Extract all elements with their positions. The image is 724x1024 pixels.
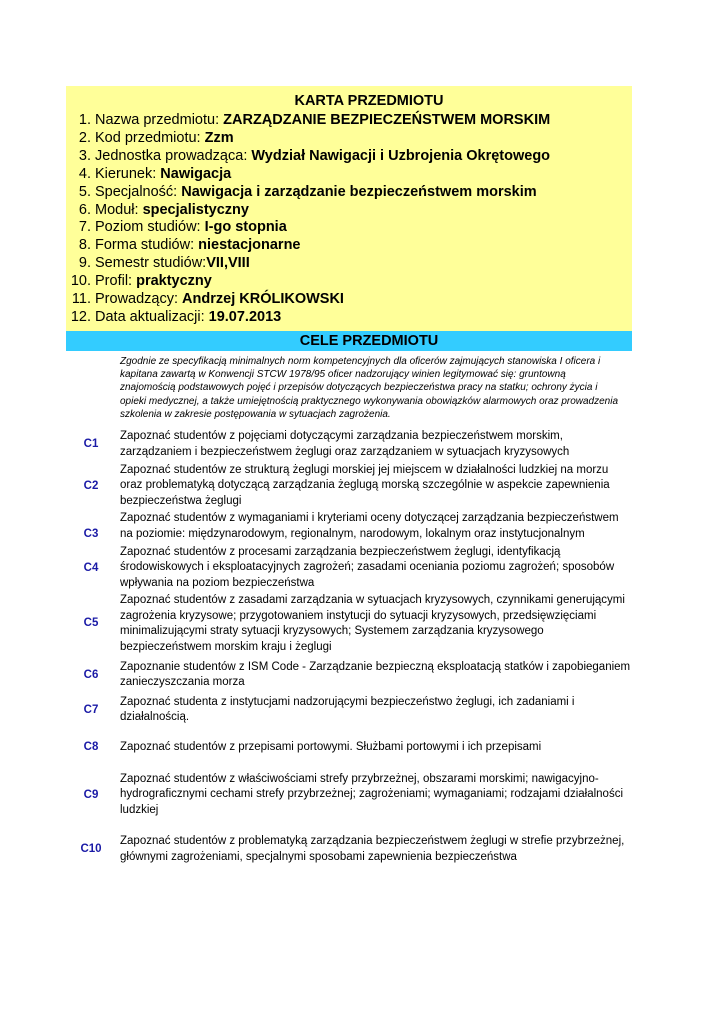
goals-intro: Zgodnie ze specyfikacją minimalnych norm kompetencyjnych dla oficerów zajmujących stanowiska I oficera i kapitana zawartą w Konwencji STCW 1978/95 oficer nadzorujący winien legitymować się: gruntowną znajomością podstawowych pojęć i przepisów dotyczących bezpieczeństwa pracy na statku; ochrony życia i opieki medycznej, a także umiejętnością praktycznego wykonywania obowiązków alarmowych oraz prowadzenia szkolenia w zakresie postępowania w sytuacjach zagrożenia.	[120, 355, 619, 421]
goal-item	[83, 695, 632, 726]
goal-text: Zapoznać studentów z właściwościami strefy przybrzeżnej, obszarami morskimi; nawigacyjno-hydrograficznymi cechami strefy przybrzeżnej; zagrożeniami; wymaganiami; rodzajami działalności ludzkiej	[120, 772, 623, 816]
row-value: Nawigacja	[160, 165, 232, 182]
goal-item	[83, 660, 632, 691]
goal-text: Zapoznać studentów z zasadami zarządzania w sytuacjach kryzysowych, czynnikami generującymi zagrożenia kryzysowe; przygotowaniem instytucji do sytuacji kryzysowych, przedsięwzięciami minimalizującymi straty sytuacji kryzysowych; Systemem zarządzania kryzysowego bezpieczeństwem morskim kraju i żeglugi	[120, 594, 625, 654]
row-label: Prowadzący:	[95, 291, 183, 308]
row-text	[95, 273, 212, 291]
row-text	[95, 112, 550, 130]
row-value: Nawigacja i zarządzanie bezpieczeństwem morskim	[181, 183, 537, 200]
goal-text: Zapoznać studentów z procesami zarządzania bezpieczeństwem żeglugi, identyfikacją środowiskowych i eksploatacyjnych zagrożeń; zasadami oceniania poziomu zagrożeń; sposobów wpływania na poziom bezpieczeństwa	[120, 545, 615, 589]
course-card	[66, 86, 632, 331]
row-label: Profil:	[95, 273, 137, 290]
row-label: Data aktualizacji:	[95, 308, 209, 325]
goal-code: C5	[83, 617, 99, 630]
row-text	[95, 148, 550, 166]
row-text	[95, 184, 537, 202]
row-text	[95, 291, 344, 309]
goal-item	[83, 740, 632, 756]
card-title: KARTA PRZEDMIOTU	[294, 93, 444, 109]
document-sheet	[66, 86, 632, 866]
row-text	[95, 202, 249, 220]
card-row	[66, 148, 632, 166]
row-number: 1.	[78, 112, 91, 128]
card-row	[66, 255, 632, 273]
row-label: Specjalność:	[95, 183, 182, 200]
goal-code: C3	[83, 528, 99, 541]
card-row	[66, 273, 632, 291]
row-text	[95, 219, 287, 237]
goal-text: Zapoznać studentów ze strukturą żeglugi morskiej jej miejscem w działalności ludzkiej na morzu oraz problematyką dotyczącą zarządzania żeglugą morską szczególnie w aspekcie zapewnienia bezpieczeństwa żeglugi	[120, 463, 610, 507]
row-text	[95, 237, 301, 255]
goal-code: C4	[83, 561, 99, 574]
goal-text: Zapoznać studentów z pojęciami dotyczącymi zarządzania bezpieczeństwem morskim, zarządzaniem i bezpieczeństwem żeglugi oraz zarządzaniem w sytuacjach kryzysowych	[120, 430, 570, 458]
row-label: Moduł:	[95, 201, 143, 218]
row-value: Zzm	[204, 129, 234, 146]
goals-list	[66, 429, 632, 865]
row-value: specjalistyczny	[142, 201, 249, 218]
card-row	[66, 219, 632, 237]
row-label: Jednostka prowadząca:	[95, 147, 252, 164]
goal-text: Zapoznanie studentów z ISM Code - Zarządzanie bezpieczną eksploatacją statków i zapobieganiem zanieczyszczania morza	[120, 660, 631, 689]
row-label: Semestr studiów:	[95, 255, 207, 272]
row-number: 11.	[71, 291, 91, 308]
goal-item	[83, 429, 632, 460]
goal-item	[80, 834, 632, 865]
goal-item	[83, 593, 632, 655]
goal-item	[83, 772, 632, 819]
goal-text: Zapoznać studentów z wymaganiami i kryteriami oceny dotyczącej zarządzania bezpieczeństwem na poziomie: międzynarodowym, regionalnym, narodowym, lokalnym oraz instytucjonalnym	[120, 512, 619, 540]
goal-code: C9	[83, 788, 99, 801]
row-value: Wydział Nawigacji i Uzbrojenia Okrętowego	[251, 147, 551, 164]
goal-text: Zapoznać studenta z instytucjami nadzorującymi bezpieczeństwo żeglugi, ich zadaniami i działalnością.	[120, 695, 575, 724]
goal-item	[83, 545, 632, 592]
row-value: niestacjonarne	[198, 237, 301, 254]
goal-code: C2	[83, 479, 99, 492]
goal-item	[83, 463, 632, 510]
goal-code: C10	[80, 843, 102, 856]
card-row	[66, 130, 632, 148]
goal-code: C7	[83, 703, 99, 716]
card-row	[66, 291, 632, 309]
row-value: VII,VIII	[206, 255, 250, 272]
card-row	[66, 202, 632, 220]
row-number: 10.	[70, 273, 91, 290]
goal-code: C6	[83, 668, 99, 681]
row-label: Poziom studiów:	[95, 219, 205, 236]
goal-code: C1	[83, 438, 99, 451]
card-row	[66, 184, 632, 202]
card-row	[66, 309, 632, 327]
goal-text: Zapoznać studentów z problematyką zarządzania bezpieczeństwem żeglugi w strefie przybrzeżnej, głównymi zagrożeniami, specjalnymi sposobami zapewnienia bezpieczeństwa	[120, 835, 625, 864]
card-rows	[66, 112, 632, 327]
row-number: 4.	[78, 165, 91, 182]
row-label: Nazwa przedmiotu:	[95, 112, 224, 128]
card-row	[66, 237, 632, 255]
row-text	[95, 255, 250, 273]
row-number: 6.	[78, 201, 91, 218]
goal-item	[83, 511, 632, 542]
goals-header: CELE PRZEDMIOTU	[66, 331, 632, 351]
goal-code: C8	[83, 741, 99, 754]
row-value: 19.07.2013	[208, 308, 282, 325]
row-number: 3.	[78, 147, 91, 164]
row-number: 8.	[78, 237, 91, 254]
row-value: praktyczny	[136, 273, 212, 290]
row-number: 5.	[78, 183, 91, 200]
row-text	[95, 309, 281, 327]
row-number: 12.	[70, 308, 91, 325]
card-row	[66, 112, 632, 130]
goal-text: Zapoznać studentów z przepisami portowymi. Służbami portowymi i ich przepisami	[120, 741, 542, 754]
row-value: ZARZĄDZANIE BEZPIECZEŃSTWEM MORSKIM	[223, 112, 551, 128]
row-label: Kierunek:	[95, 165, 161, 182]
row-value: I-go stopnia	[204, 219, 287, 236]
row-number: 2.	[78, 129, 91, 146]
row-number: 7.	[78, 219, 91, 236]
row-label: Forma studiów:	[95, 237, 199, 254]
row-number: 9.	[78, 255, 91, 272]
row-value: Andrzej KRÓLIKOWSKI	[182, 291, 344, 308]
card-row	[66, 166, 632, 184]
row-text	[95, 130, 234, 148]
row-text	[95, 166, 231, 184]
row-label: Kod przedmiotu:	[95, 129, 205, 146]
